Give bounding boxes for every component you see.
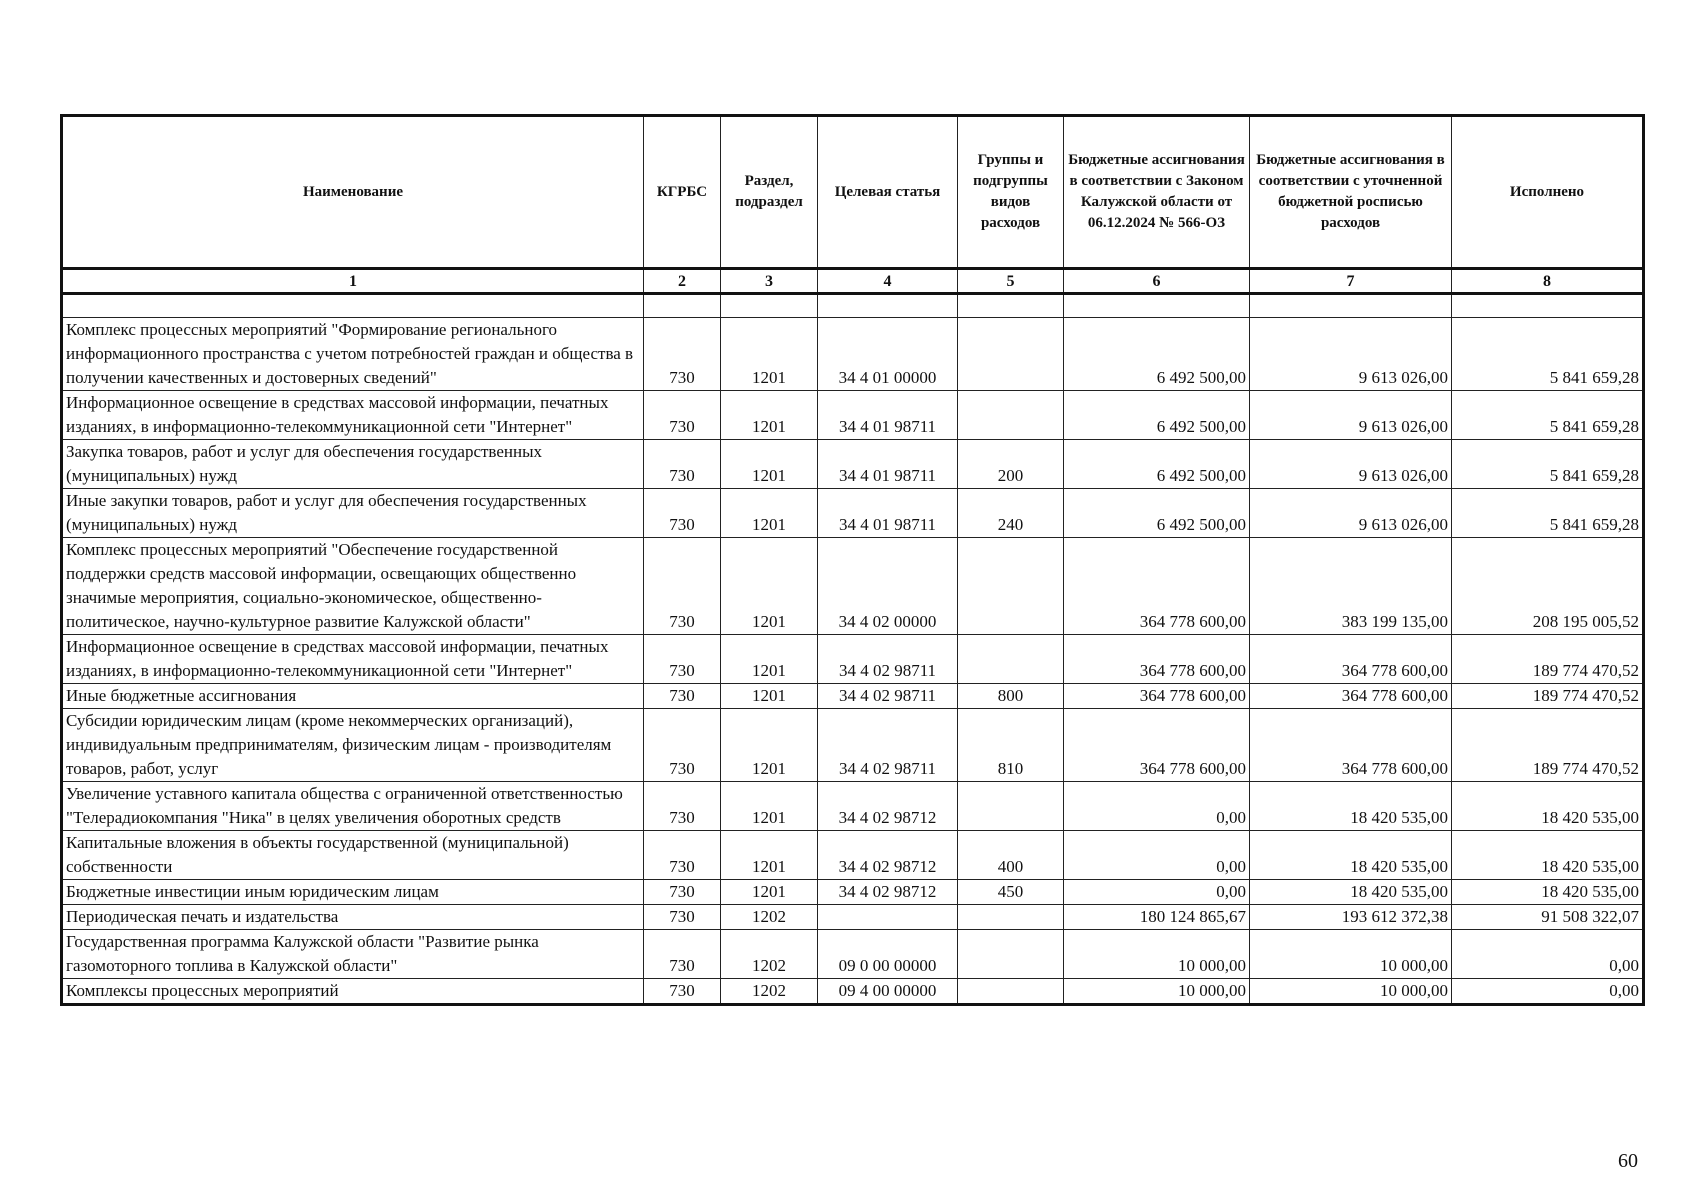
cell-kgrbs: 730 xyxy=(644,930,721,979)
header-executed: Исполнено xyxy=(1452,116,1644,269)
cell-executed: 189 774 470,52 xyxy=(1452,709,1644,782)
cell-executed: 189 774 470,52 xyxy=(1452,635,1644,684)
cell-group: 400 xyxy=(958,831,1064,880)
cell-refined: 18 420 535,00 xyxy=(1250,880,1452,905)
cell-name: Информационное освещение в средствах массовой информации, печатных изданиях, в информационно-телекоммуникационной сети "Интернет" xyxy=(62,391,644,440)
column-number: 5 xyxy=(958,269,1064,294)
cell-section: 1202 xyxy=(721,905,818,930)
cell-kgrbs: 730 xyxy=(644,684,721,709)
cell-kgrbs: 730 xyxy=(644,318,721,391)
cell-target: 34 4 01 98711 xyxy=(818,489,958,538)
cell-target: 34 4 02 98711 xyxy=(818,709,958,782)
table-row xyxy=(62,489,1644,538)
cell-executed: 18 420 535,00 xyxy=(1452,880,1644,905)
cell-name: Увеличение уставного капитала общества с ограниченной ответственностью "Телерадиокомпания "Ника" в целях увеличения оборотных средств xyxy=(62,782,644,831)
cell-refined: 18 420 535,00 xyxy=(1250,831,1452,880)
table-row xyxy=(62,318,1644,391)
cell-executed: 0,00 xyxy=(1452,930,1644,979)
cell-group: 450 xyxy=(958,880,1064,905)
cell-target: 34 4 02 00000 xyxy=(818,538,958,635)
cell-target: 09 4 00 00000 xyxy=(818,979,958,1005)
cell-group xyxy=(958,635,1064,684)
column-number: 6 xyxy=(1064,269,1250,294)
table-row xyxy=(62,684,1644,709)
cell-target: 34 4 01 00000 xyxy=(818,318,958,391)
cell-law: 6 492 500,00 xyxy=(1064,440,1250,489)
cell-kgrbs: 730 xyxy=(644,905,721,930)
cell-section: 1201 xyxy=(721,880,818,905)
cell-law: 364 778 600,00 xyxy=(1064,709,1250,782)
cell-target: 34 4 02 98712 xyxy=(818,831,958,880)
cell-section: 1201 xyxy=(721,831,818,880)
cell-law: 0,00 xyxy=(1064,831,1250,880)
cell-group: 240 xyxy=(958,489,1064,538)
cell-target: 34 4 01 98711 xyxy=(818,440,958,489)
table-row xyxy=(62,880,1644,905)
cell-target: 34 4 01 98711 xyxy=(818,391,958,440)
cell-executed: 5 841 659,28 xyxy=(1452,489,1644,538)
column-number: 3 xyxy=(721,269,818,294)
column-number: 8 xyxy=(1452,269,1644,294)
cell-refined: 10 000,00 xyxy=(1250,930,1452,979)
cell-executed: 0,00 xyxy=(1452,979,1644,1005)
cell-law: 364 778 600,00 xyxy=(1064,684,1250,709)
cell-kgrbs: 730 xyxy=(644,709,721,782)
cell-law: 6 492 500,00 xyxy=(1064,489,1250,538)
cell-target xyxy=(818,905,958,930)
cell-executed: 5 841 659,28 xyxy=(1452,318,1644,391)
cell-kgrbs: 730 xyxy=(644,489,721,538)
cell-kgrbs: 730 xyxy=(644,391,721,440)
cell-law: 180 124 865,67 xyxy=(1064,905,1250,930)
cell-refined: 9 613 026,00 xyxy=(1250,489,1452,538)
header-section: Раздел, подраздел xyxy=(721,116,818,269)
table-row xyxy=(62,979,1644,1005)
cell-section: 1202 xyxy=(721,979,818,1005)
cell-name: Комплекс процессных мероприятий "Обеспечение государственной поддержки средств массовой информации, освещающих общественно значимые мероприятия, социально-экономическое, общественно-политическое, научно-культурное развитие Калужской области" xyxy=(62,538,644,635)
cell-kgrbs: 730 xyxy=(644,538,721,635)
cell-refined: 9 613 026,00 xyxy=(1250,318,1452,391)
cell-law: 0,00 xyxy=(1064,782,1250,831)
cell-kgrbs: 730 xyxy=(644,880,721,905)
cell-name: Бюджетные инвестиции иным юридическим лицам xyxy=(62,880,644,905)
table-row xyxy=(62,538,1644,635)
table-body xyxy=(62,294,1644,1005)
cell-refined: 18 420 535,00 xyxy=(1250,782,1452,831)
cell-refined: 193 612 372,38 xyxy=(1250,905,1452,930)
cell-group xyxy=(958,391,1064,440)
header-row xyxy=(62,116,1644,269)
cell-executed: 208 195 005,52 xyxy=(1452,538,1644,635)
cell-group: 810 xyxy=(958,709,1064,782)
cell-kgrbs: 730 xyxy=(644,782,721,831)
cell-name: Субсидии юридическим лицам (кроме некоммерческих организаций), индивидуальным предпринимателям, физическим лицам - производителям товаров, работ, услуг xyxy=(62,709,644,782)
cell-kgrbs: 730 xyxy=(644,440,721,489)
cell-section: 1201 xyxy=(721,440,818,489)
cell-group: 200 xyxy=(958,440,1064,489)
column-number: 7 xyxy=(1250,269,1452,294)
cell-group xyxy=(958,979,1064,1005)
table-row xyxy=(62,635,1644,684)
header-name: Наименование xyxy=(62,116,644,269)
cell-target: 34 4 02 98711 xyxy=(818,684,958,709)
cell-name: Комплекс процессных мероприятий "Формирование регионального информационного пространства с учетом потребностей граждан и общества в получении качественных и достоверных сведений" xyxy=(62,318,644,391)
cell-section: 1201 xyxy=(721,684,818,709)
cell-name: Закупка товаров, работ и услуг для обеспечения государственных (муниципальных) нужд xyxy=(62,440,644,489)
cell-executed: 5 841 659,28 xyxy=(1452,391,1644,440)
table-row xyxy=(62,709,1644,782)
cell-section: 1201 xyxy=(721,489,818,538)
cell-group xyxy=(958,538,1064,635)
cell-name: Капитальные вложения в объекты государственной (муниципальной) собственности xyxy=(62,831,644,880)
cell-refined: 364 778 600,00 xyxy=(1250,709,1452,782)
header-group: Группы и подгруппы видов расходов xyxy=(958,116,1064,269)
column-number: 4 xyxy=(818,269,958,294)
cell-name: Иные бюджетные ассигнования xyxy=(62,684,644,709)
cell-section: 1202 xyxy=(721,930,818,979)
cell-section: 1201 xyxy=(721,782,818,831)
cell-refined: 9 613 026,00 xyxy=(1250,440,1452,489)
cell-group xyxy=(958,318,1064,391)
cell-law: 10 000,00 xyxy=(1064,930,1250,979)
column-number: 1 xyxy=(62,269,644,294)
cell-name: Информационное освещение в средствах массовой информации, печатных изданиях, в информационно-телекоммуникационной сети "Интернет" xyxy=(62,635,644,684)
column-number-row xyxy=(62,269,1644,294)
table-row xyxy=(62,831,1644,880)
column-number: 2 xyxy=(644,269,721,294)
cell-law: 364 778 600,00 xyxy=(1064,538,1250,635)
header-refined: Бюджетные ассигнования в соответствии с уточненной бюджетной росписью расходов xyxy=(1250,116,1452,269)
cell-law: 0,00 xyxy=(1064,880,1250,905)
cell-name: Комплексы процессных мероприятий xyxy=(62,979,644,1005)
cell-section: 1201 xyxy=(721,635,818,684)
cell-law: 6 492 500,00 xyxy=(1064,318,1250,391)
table-row xyxy=(62,440,1644,489)
cell-target: 34 4 02 98711 xyxy=(818,635,958,684)
cell-refined: 10 000,00 xyxy=(1250,979,1452,1005)
cell-target: 34 4 02 98712 xyxy=(818,782,958,831)
cell-executed: 18 420 535,00 xyxy=(1452,782,1644,831)
cell-law: 364 778 600,00 xyxy=(1064,635,1250,684)
cell-name: Государственная программа Калужской области "Развитие рынка газомоторного топлива в Калужской области" xyxy=(62,930,644,979)
cell-section: 1201 xyxy=(721,318,818,391)
budget-table xyxy=(60,114,1645,1006)
header-target: Целевая статья xyxy=(818,116,958,269)
cell-group: 800 xyxy=(958,684,1064,709)
cell-target: 09 0 00 00000 xyxy=(818,930,958,979)
page-number: 60 xyxy=(1618,1150,1638,1172)
cell-kgrbs: 730 xyxy=(644,635,721,684)
cell-name: Иные закупки товаров, работ и услуг для обеспечения государственных (муниципальных) нужд xyxy=(62,489,644,538)
cell-target: 34 4 02 98712 xyxy=(818,880,958,905)
cell-group xyxy=(958,930,1064,979)
cell-law: 6 492 500,00 xyxy=(1064,391,1250,440)
cell-executed: 91 508 322,07 xyxy=(1452,905,1644,930)
cell-section: 1201 xyxy=(721,391,818,440)
cell-section: 1201 xyxy=(721,709,818,782)
cell-refined: 383 199 135,00 xyxy=(1250,538,1452,635)
table-row xyxy=(62,905,1644,930)
cell-section: 1201 xyxy=(721,538,818,635)
cell-name: Периодическая печать и издательства xyxy=(62,905,644,930)
cell-kgrbs: 730 xyxy=(644,979,721,1005)
table-row xyxy=(62,930,1644,979)
cell-law: 10 000,00 xyxy=(1064,979,1250,1005)
cell-refined: 364 778 600,00 xyxy=(1250,635,1452,684)
cell-executed: 5 841 659,28 xyxy=(1452,440,1644,489)
cell-executed: 189 774 470,52 xyxy=(1452,684,1644,709)
cell-kgrbs: 730 xyxy=(644,831,721,880)
header-kgrbs: КГРБС xyxy=(644,116,721,269)
table-row xyxy=(62,391,1644,440)
cell-refined: 9 613 026,00 xyxy=(1250,391,1452,440)
table-row xyxy=(62,782,1644,831)
budget-table-sheet xyxy=(60,114,1642,1006)
cell-refined: 364 778 600,00 xyxy=(1250,684,1452,709)
cell-group xyxy=(958,782,1064,831)
cell-executed: 18 420 535,00 xyxy=(1452,831,1644,880)
header-law: Бюджетные ассигнования в соответствии с Законом Калужской области от 06.12.2024 № 566-ОЗ xyxy=(1064,116,1250,269)
spacer-row xyxy=(62,294,1644,318)
cell-group xyxy=(958,905,1064,930)
